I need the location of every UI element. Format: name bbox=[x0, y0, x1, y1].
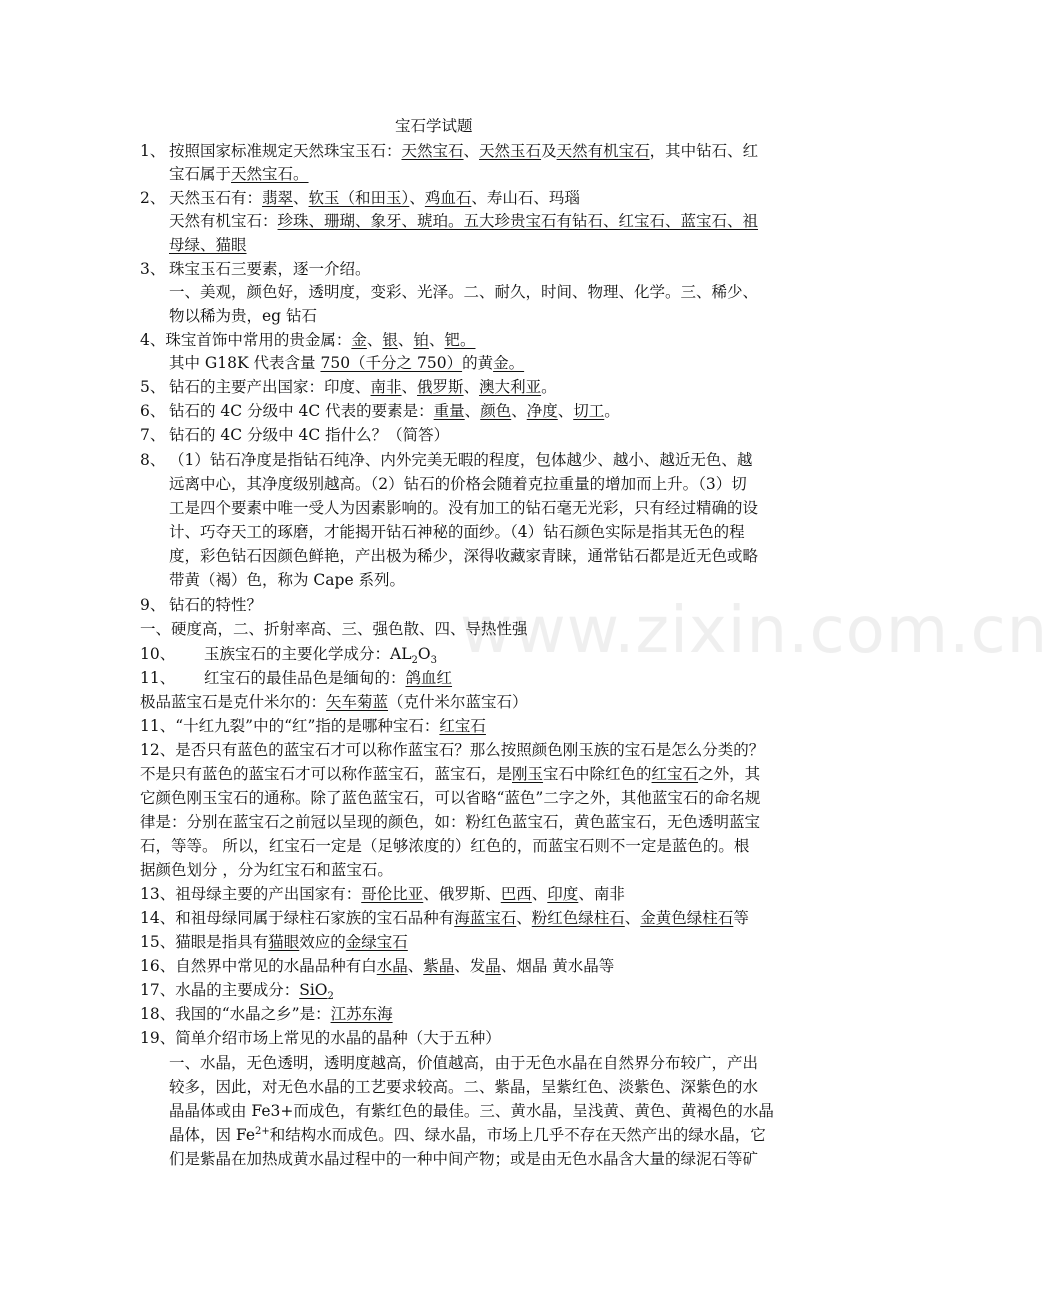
question-line bbox=[140, 955, 614, 977]
underlined-answer: 金 bbox=[351, 331, 367, 349]
underlined-answer: 金。 bbox=[493, 354, 525, 372]
text-segment: 钻石的 4C 分级中 4C 代表的要素是： bbox=[169, 402, 434, 420]
underlined-answer: 哥伦比亚 bbox=[361, 885, 424, 903]
text-segment: 18、我国的“水晶之乡”是： bbox=[140, 1005, 331, 1023]
item-number: 8、 bbox=[140, 451, 166, 469]
underlined-answer: 银 bbox=[382, 331, 398, 349]
text-segment: 、 bbox=[511, 402, 527, 420]
text-segment: 、 bbox=[401, 378, 418, 396]
underlined-answer: 水晶 bbox=[376, 957, 408, 975]
question-line bbox=[169, 376, 557, 398]
text-segment: 红宝石的最佳品色是缅甸的： bbox=[204, 669, 406, 687]
text-segment: 15、猫眼是指具有 bbox=[140, 933, 269, 951]
text-segment: 等 bbox=[733, 909, 749, 927]
answer-line: 律是：分别在蓝宝石之前冠以呈现的颜色，如：粉红色蓝宝石，黄色蓝宝石，无色透明蓝宝 bbox=[140, 813, 761, 831]
underlined-answer: 天然有机宝石 bbox=[556, 142, 650, 160]
page-title: 宝石学试题 bbox=[395, 117, 473, 135]
text-segment: 宝石属于 bbox=[169, 165, 232, 183]
answer-line bbox=[140, 691, 528, 713]
item-number: 2、 bbox=[140, 189, 166, 207]
text-segment: 、 bbox=[463, 378, 480, 396]
underlined-answer: 印度 bbox=[547, 885, 579, 903]
question-line bbox=[169, 400, 620, 422]
text-segment: 、俄罗斯、 bbox=[423, 885, 501, 903]
question-line bbox=[140, 907, 749, 929]
answer-line: 工是四个要素中唯一受人为因素影响的。没有加工的钻石毫无光彩，只有经过精确的设 bbox=[169, 499, 759, 517]
question-line bbox=[204, 667, 452, 689]
text-segment: 、 bbox=[428, 331, 445, 349]
text-segment: 天然有机宝石： bbox=[169, 212, 278, 230]
underlined-answer: 红宝石 bbox=[651, 765, 699, 783]
underlined-answer: 颜色 bbox=[480, 402, 512, 420]
underlined-answer: 巴西 bbox=[500, 885, 532, 903]
underlined-answer: 粉红色绿柱石 bbox=[531, 909, 625, 927]
text-segment: 14、和祖母绿同属于绿柱石家族的宝石品种有 bbox=[140, 909, 455, 927]
text-segment: 钻石的主要产出国家：印度、 bbox=[169, 378, 371, 396]
underlined-answer: 鸡血石 bbox=[424, 189, 472, 207]
underlined-answer: 切工 bbox=[573, 402, 605, 420]
text-segment: 、 bbox=[397, 331, 414, 349]
underlined-answer: 金黄色绿柱石 bbox=[640, 909, 734, 927]
answer-line: 晶体，因 $Fe^{2+}$和结构水而成色。四、绿水晶，市场上几乎不存在天然产出的绿水晶，它 bbox=[169, 1125, 766, 1144]
underlined-answer: 天然宝石 bbox=[401, 142, 464, 160]
answer-line bbox=[169, 210, 758, 232]
question-line: 19、简单介绍市场上常见的水晶的晶种（大于五种） bbox=[140, 1029, 501, 1047]
text-segment: 、烟晶 黄水晶等 bbox=[500, 957, 615, 975]
item-number: 1、 bbox=[140, 142, 166, 160]
text-segment: 4、珠宝首饰中常用的贵金属： bbox=[140, 331, 352, 349]
text-segment: 。 bbox=[604, 402, 620, 420]
underlined-answer: 母绿、猫眼 bbox=[169, 236, 247, 254]
text-segment: 11、“十红九裂”中的“红”指的是哪种宝石： bbox=[140, 717, 440, 735]
underlined-answer: 钯。 bbox=[444, 331, 476, 349]
underlined-answer: 猫眼 bbox=[268, 933, 300, 951]
answer-line: 们是紫晶在加热成黄水晶过程中的一种中间产物；或是由无色水晶含大量的绿泥石等矿 bbox=[169, 1150, 759, 1168]
text-segment: 效应的 bbox=[299, 933, 346, 951]
question-line: 17、水晶的主要成分：SiO$_2$ bbox=[140, 981, 334, 1003]
question-line: 玉族宝石的主要化学成分：$AL_2O_3$ bbox=[204, 645, 437, 667]
text-segment: 、 bbox=[557, 402, 574, 420]
text-segment: 、 bbox=[624, 909, 641, 927]
underlined-answer: 红宝石 bbox=[439, 717, 486, 735]
question-line: 钻石的特性？ bbox=[169, 596, 263, 614]
underlined-answer: 750（千分之 750） bbox=[320, 354, 463, 372]
text-segment: 不是只有蓝色的蓝宝石才可以称作蓝宝石，蓝宝石，是 bbox=[140, 765, 513, 783]
text-segment: 、南非 bbox=[578, 885, 625, 903]
text-segment: 、 bbox=[463, 142, 480, 160]
underlined-answer: 天然玉石 bbox=[479, 142, 542, 160]
underlined-answer: 金绿宝石 bbox=[345, 933, 408, 951]
text-segment: 、 bbox=[366, 331, 383, 349]
text-segment: 、 bbox=[464, 402, 481, 420]
underlined-answer: 重量 bbox=[433, 402, 465, 420]
question-line bbox=[169, 187, 580, 209]
question-line bbox=[169, 140, 758, 162]
question-line bbox=[140, 931, 408, 953]
text-segment: 、 bbox=[407, 957, 424, 975]
text-segment: 、发 bbox=[454, 957, 486, 975]
underlined-answer: 珍珠、珊瑚、象牙、琥珀。五大珍贵宝石有钻石、红宝石、蓝宝石、祖 bbox=[277, 212, 759, 230]
underlined-answer: 刚玉 bbox=[512, 765, 544, 783]
answer-line: 据颜色划分 ，分为红宝石和蓝宝石。 bbox=[140, 861, 393, 879]
underlined-answer: 鸽血红 bbox=[405, 669, 453, 687]
question-line bbox=[169, 163, 309, 185]
text-segment: 及 bbox=[541, 142, 557, 160]
text-segment: 16、自然界中常见的水晶品种有白 bbox=[140, 957, 377, 975]
text-segment: 宝石中除红色的 bbox=[543, 765, 652, 783]
answer-line: 计、巧夺天工的琢磨，才能揭开钻石神秘的面纱。（4）钻石颜色实际是指其无色的程 bbox=[169, 523, 745, 541]
question-line: 钻石的 4C 分级中 4C 指什么？（简答） bbox=[169, 426, 450, 444]
answer-line: 一、硬度高，二、折射率高、三、强色散、四、导热性强 bbox=[140, 620, 528, 638]
text-segment: 之外，其 bbox=[698, 765, 761, 783]
question-line bbox=[140, 1003, 393, 1025]
question-line bbox=[140, 883, 625, 905]
text-segment: 、 bbox=[293, 189, 309, 207]
question-line: 珠宝玉石三要素，逐一介绍。 bbox=[169, 260, 371, 278]
answer-line: 晶晶体或由 Fe3+而成色，有紫红色的最佳。三、黄水晶，呈浅黄、黄色、黄褐色的水晶 bbox=[169, 1102, 774, 1120]
underlined-answer: 海蓝宝石 bbox=[454, 909, 517, 927]
item-number: 11、 bbox=[140, 669, 176, 687]
underlined-answer: 天然宝石。 bbox=[231, 165, 309, 183]
text-segment: 13、祖母绿主要的产出国家有： bbox=[140, 885, 362, 903]
answer-line: 一、美观，颜色好，透明度，变彩、光泽。二、耐久，时间、物理、化学。三、稀少、 bbox=[169, 283, 759, 301]
underlined-answer: 铂 bbox=[413, 331, 429, 349]
item-number: 3、 bbox=[140, 260, 166, 278]
question-line bbox=[140, 329, 475, 351]
text-segment: 、寿山石、玛瑙 bbox=[471, 189, 580, 207]
text-segment: 按照国家标准规定天然珠宝玉石： bbox=[169, 142, 402, 160]
answer-line: 物以稀为贵，eg 钻石 bbox=[169, 307, 318, 325]
item-number: 6、 bbox=[140, 402, 166, 420]
answer-line: 一、水晶，无色透明，透明度越高，价值越高，由于无色水晶在自然界分布较广，产出 bbox=[169, 1054, 759, 1072]
answer-line: 带黄（褐）色，称为 Cape 系列。 bbox=[169, 571, 406, 589]
item-number: 7、 bbox=[140, 426, 166, 444]
item-number: 9、 bbox=[140, 596, 166, 614]
text-segment: 极品蓝宝石是克什米尔的： bbox=[140, 693, 327, 711]
watermark: www.zixin.com.cn bbox=[460, 594, 1048, 668]
underlined-answer: 矢车菊蓝 bbox=[326, 693, 389, 711]
item-number: 10、 bbox=[140, 645, 176, 663]
item-number: 5、 bbox=[140, 378, 166, 396]
answer-line bbox=[169, 234, 247, 256]
text-segment: 的黄 bbox=[462, 354, 494, 372]
underlined-answer: 南非 bbox=[370, 378, 402, 396]
text-segment: （克什米尔蓝宝石） bbox=[388, 693, 528, 711]
answer-line: 它颜色刚玉宝石的通称。除了蓝色蓝宝石，可以省略“蓝色”二字之外，其他蓝宝石的命名规 bbox=[140, 789, 761, 807]
underlined-answer: 江苏东海 bbox=[330, 1005, 393, 1023]
answer-line bbox=[140, 763, 760, 785]
text-segment: ，其中钻石、红 bbox=[649, 142, 759, 160]
text-segment: 、 bbox=[409, 189, 425, 207]
text-segment: 天然玉石有： bbox=[169, 189, 263, 207]
underlined-answer: 紫晶 bbox=[423, 957, 455, 975]
underlined-answer: 晶 bbox=[485, 957, 501, 975]
underlined-answer: 翡翠 bbox=[262, 189, 294, 207]
text-segment: 其中 G18K 代表含量 bbox=[169, 354, 321, 372]
answer-line: 石，等等。 所以，红宝石一定是（足够浓度的）红色的，而蓝宝石则不一定是蓝色的。根 bbox=[140, 837, 750, 855]
underlined-answer: 软玉（和田玉） bbox=[308, 189, 410, 207]
answer-line bbox=[169, 352, 524, 374]
answer-line: 度，彩色钻石因颜色鲜艳，产出极为稀少，深得收藏家青睐，通常钻石都是近无色或略 bbox=[169, 547, 759, 565]
text-segment: 。 bbox=[541, 378, 557, 396]
underlined-answer: 净度 bbox=[526, 402, 558, 420]
text-segment: 、 bbox=[531, 885, 548, 903]
underlined-answer: 俄罗斯 bbox=[417, 378, 464, 396]
text-segment: 、 bbox=[516, 909, 532, 927]
answer-line: 远离中心，其净度级别越高。（2）钻石的价格会随着克拉重量的增加而上升。（3）切 bbox=[169, 475, 747, 493]
question-line bbox=[140, 715, 486, 737]
question-line: 12、是否只有蓝色的蓝宝石才可以称作蓝宝石？那么按照颜色刚玉族的宝石是怎么分类的？ bbox=[140, 741, 765, 759]
answer-line: （1）钻石净度是指钻石纯净、内外完美无暇的程度，包体越少、越小、越近无色、越 bbox=[169, 451, 753, 469]
answer-line: 较多，因此，对无色水晶的工艺要求较高。二、紫晶，呈紫红色、淡紫色、深紫色的水 bbox=[169, 1078, 759, 1096]
underlined-answer: 澳大利亚 bbox=[479, 378, 542, 396]
